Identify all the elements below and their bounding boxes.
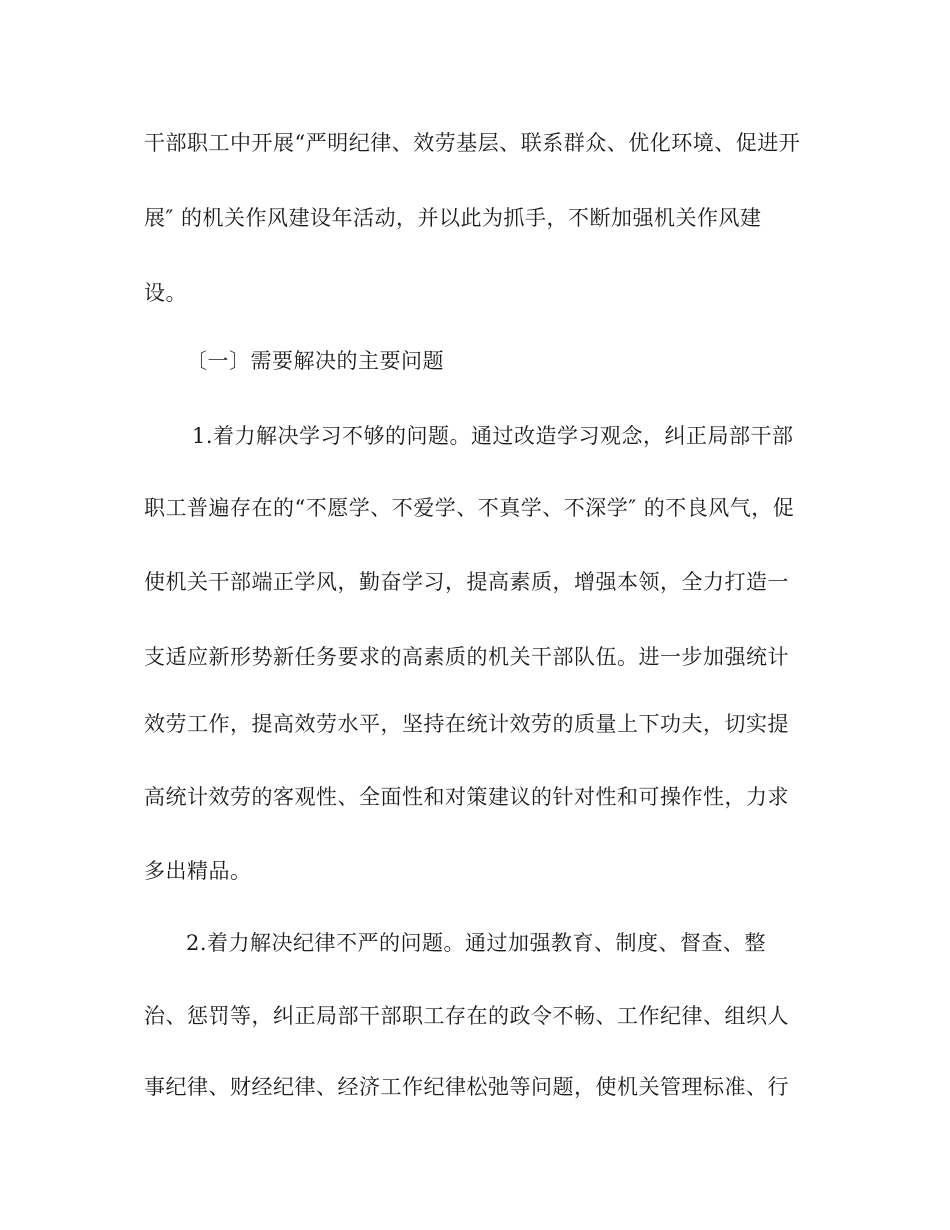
paragraph-line: 使机关干部端正学风，勤奋学习，提高素质，增强本领，全力打造一 bbox=[144, 570, 789, 594]
paragraph-line: 治、惩罚等，纠正局部干部职工存在的政令不畅、工作纪律、组织人 bbox=[144, 1004, 789, 1028]
paragraph-line: 高统计效劳的客观性、全面性和对策建议的针对性和可操作性，力求 bbox=[144, 785, 789, 809]
paragraph-line: 2.着力解决纪律不严的问题。通过加强教育、制度、督查、整 bbox=[186, 931, 767, 955]
paragraph-line: 效劳工作，提高效劳水平，坚持在统计效劳的质量上下功夫，切实提 bbox=[144, 712, 789, 736]
paragraph-line: 展″ 的机关作风建设年活动，并以此为抓手，不断加强机关作风建 bbox=[144, 206, 762, 230]
section-heading: 〔一〕需要解决的主要问题 bbox=[186, 349, 444, 373]
paragraph-line: 职工普遍存在的“不愿学、不爱学、不真学、不深学″ 的不良风气，促 bbox=[144, 496, 795, 520]
paragraph-line: 多出精品。 bbox=[144, 859, 252, 883]
paragraph-line: 事纪律、财经纪律、经济工作纪律松弛等问题，使机关管理标准、行 bbox=[144, 1075, 789, 1099]
paragraph-line: 支适应新形势新任务要求的高素质的机关干部队伍。进一步加强统计 bbox=[144, 645, 789, 669]
paragraph-line: 1.着力解决学习不够的问题。通过改造学习观念，纠正局部干部 bbox=[192, 424, 794, 448]
paragraph-line: 设。 bbox=[144, 281, 187, 305]
paragraph-line: 干部职工中开展“严明纪律、效劳基层、联系群众、优化环境、促进开 bbox=[144, 131, 801, 155]
